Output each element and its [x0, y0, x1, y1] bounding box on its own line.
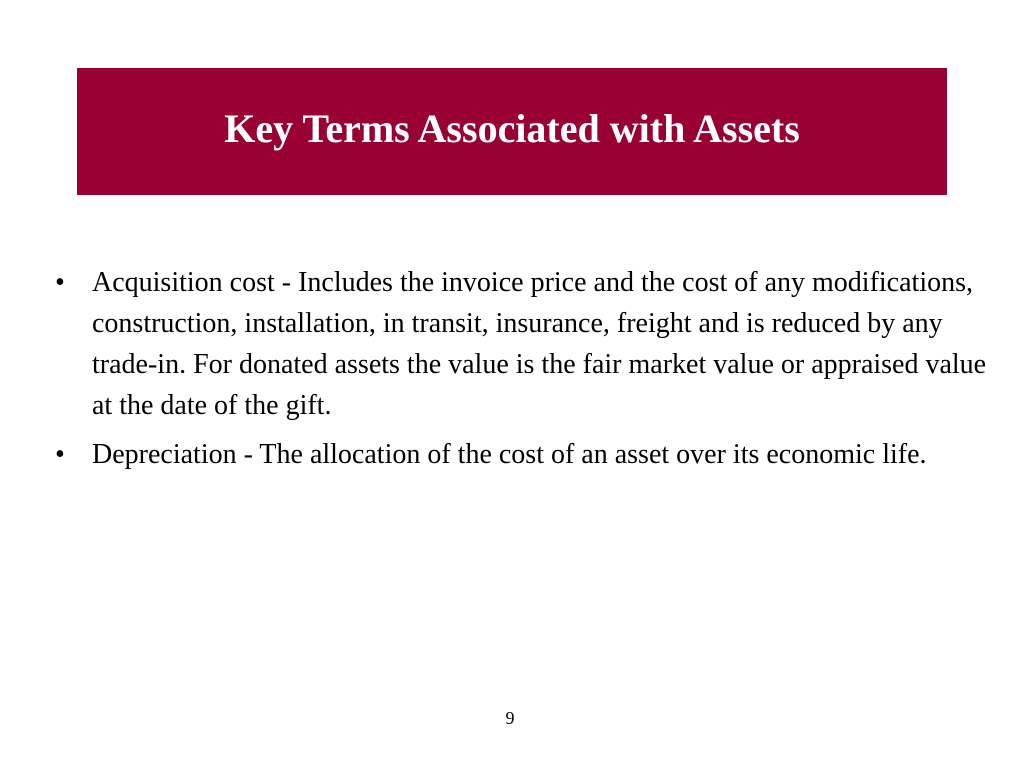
title-banner [77, 68, 947, 195]
bullet-marker: • [55, 439, 65, 470]
slide-title: Key Terms Associated with Assets [224, 105, 800, 151]
bullet-item-depreciation [52, 434, 992, 475]
page-number: 9 [505, 708, 515, 728]
bullet-list [52, 262, 992, 483]
bullet-text-depreciation: Depreciation - The allocation of the cost of an asset over its economic life. [92, 439, 927, 470]
bullet-text-acquisition-cost: Acquisition cost - Includes the invoice price and the cost of any modifications, construction, installation, in transit, insurance, freight and is reduced by any trade-in. For donated assets the value is the fair market value or appraised value at the date of the gift. [92, 267, 987, 421]
bullet-marker: • [55, 267, 65, 298]
bullet-item-acquisition-cost [52, 262, 992, 426]
